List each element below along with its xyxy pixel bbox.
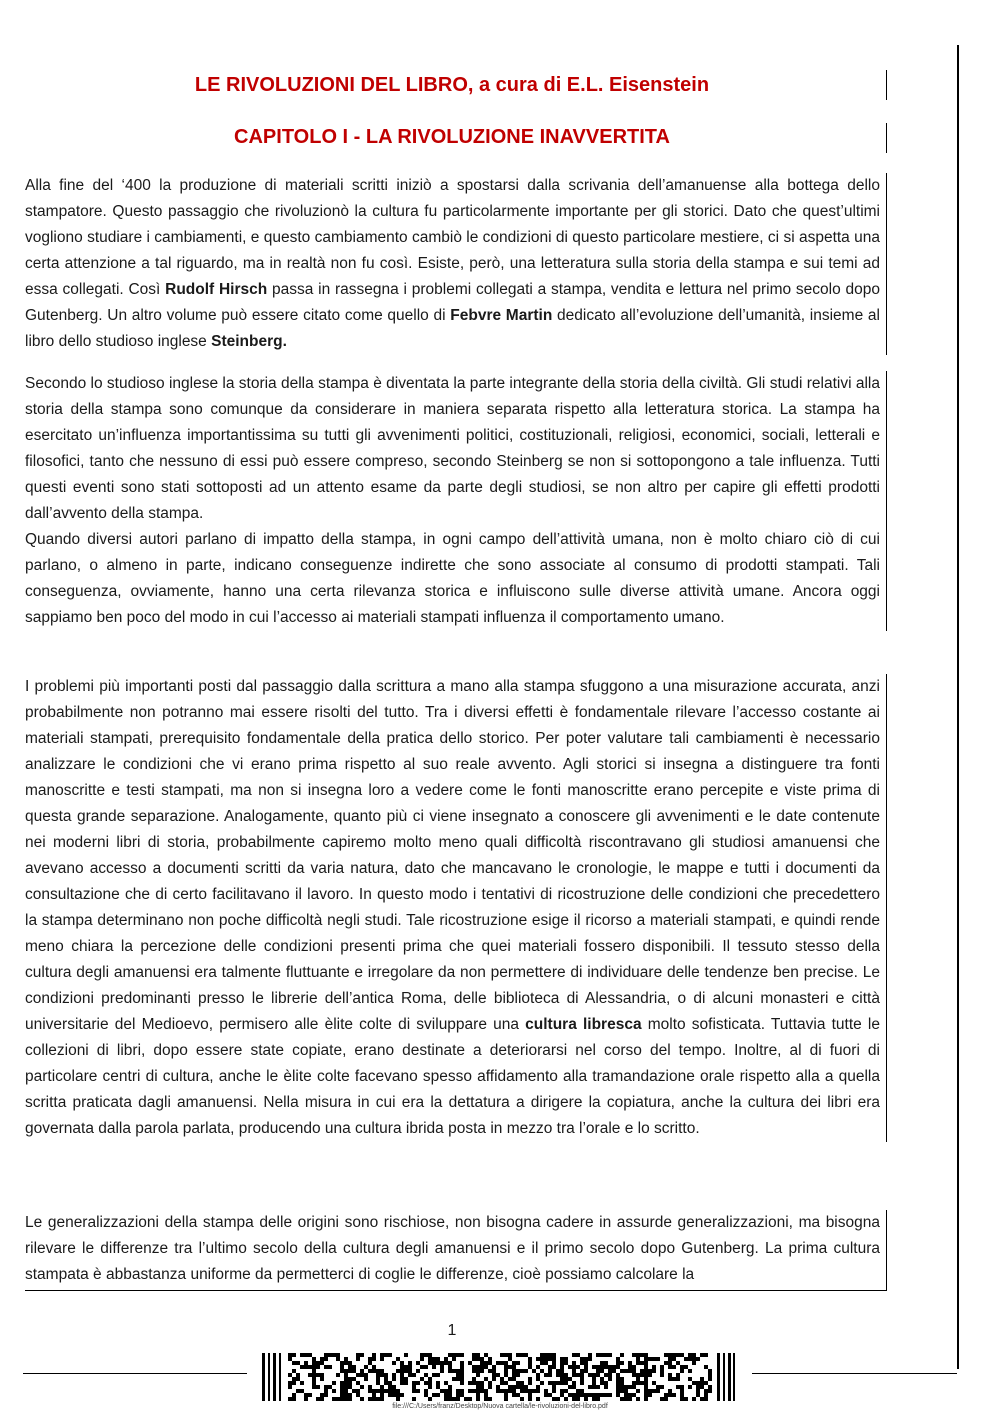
footer-rule-left [23,1373,247,1374]
paragraph-text: passa in rassegna i problemi collegati a stampa, vendita e lettura nel primo secolo dopo Gutenberg. Un altro volume può essere citato come quello di [25,281,880,324]
bold-name-febvre-martin: Febvre Martin [450,307,553,324]
bold-name-steinberg: Steinberg. [211,333,287,350]
paragraph-text: molto sofisticata. Tuttavia tutte le collezioni di libri, dopo essere state copiate, erano destinate a deteriorarsi nel corso del tempo. Inoltre, al di fuori di particolare centri di cultura, anche le èlite colte facevano spesso affidamento alla tramandazione orale rispetto alla a quella scritta praticata dagli amanuensi. Nella misura in cui era la dettatura a dirigere la copiatura, anche la cultura dei libri era governata dalla parola parlata, producendo una cultura ibrida posta in mezzo tra l’orale e lo scritto. [25,1016,880,1137]
page-number: 1 [447,1322,457,1339]
barcode-icon [262,1353,736,1401]
file-path: file:///C:/Users/franz/Desktop/Nuova cartella/le-rivoluzioni-del-libro.pdf [392,1403,608,1410]
paragraph-4 [25,1210,887,1291]
paragraph-text: Le generalizzazioni della stampa delle origini sono rischiose, non bisogna cadere in assurde generalizzazioni, ma bisogna rilevare le differenze tra l’ultimo secolo della cultura degli amanuensi e il primo secolo dopo Gutenberg. La prima cultura stampata è abbastanza uniforme da permetterci di coglie le differenze, cioè possiamo calcolare la [25,1214,880,1283]
paragraph-text: Secondo lo studioso inglese la storia della stampa è diventata la parte integrante della storia della civiltà. Gli studi relativi alla storia della stampa sono comunque da considerare in maniera separata rispetto alla letteratura storica. La stampa ha esercitato un’influenza importantissima su tutti gli avvenimenti politici, costituzionali, religiosi, economici, sociali, letterali e filosofici, tanto che nessuno di essi può essere compreso, secondo Steinberg se non si sottopongono a tale influenza. Tutti questi eventi sono stati sottoposti ad un attento esame da parte degli studiosi, se non altro per capire gli effetti prodotti dall’avvento della stampa. [25,375,880,522]
document-title: LE RIVOLUZIONI DEL LIBRO, a cura di E.L. Eisenstein [194,74,710,96]
paragraph-text: dedicato all’evoluzione dell’umanità, insieme al libro dello studioso inglese [25,307,880,350]
bold-term-cultura-libresca: cultura libresca [525,1016,642,1033]
page-right-rule [957,45,959,1369]
paragraph-text: Quando diversi autori parlano di impatto della stampa, in ogni campo dell’attività umana, non è molto chiaro ciò di cui parlano, o almeno in parte, indicano conseguenze indirette che sono associate al consumo di prodotti stampati. Tali conseguenza, ovviamente, hanno una certa rilevanza storica e influiscono sulle diverse attività umane. Ancora oggi sappiamo ben poco del modo in cui l’accesso ai materiali stampati influenza il comportamento umano. [25,531,880,626]
footer-rule-right [752,1373,957,1374]
paragraph-1 [25,173,887,355]
paragraph-2 [25,371,887,631]
paragraph-text: I problemi più importanti posti dal passaggio dalla scrittura a mano alla stampa sfuggono a una misurazione accurata, anzi probabilmente non potranno mai essere risolti del tutto. Tra i diversi effetti è fondamentale rilevare l’accesso costante ai materiali stampati, prerequisito fondamentale della pratica dello storico. Per poter valutare tali cambiamenti è necessario analizzare le condizioni che vi erano prima rispetto al suo reale avvento. Agli storici si insegna a distinguere tra fonti manoscritte e testi stampati, ma non si insegna loro a vedere come le fonti manoscritte erano percepite e viste prima di questa grande separazione. Analogamente, quanto più ci viene insegnato a conoscere gli avvenimenti e le date contenute nei moderni libri di storia, probabilmente capiremo molto meno quali difficoltà riscontravano gli studiosi amanuensi che avevano accesso a documenti scritti da varia natura, dato che mancavano le cronologie, le mappe e tutti i documenti da consultazione che di certo facilitavano il lavoro. In questo modo i tentativi di ricostruzione delle condizioni che precedettero la stampa determinano non poche difficoltà negli studi. Tale ricostruzione esige il ricorso a materiali stampati, e quindi rende meno chiara la percezione delle condizioni presenti prima che quei materiali fossero disponibili. Il tessuto stesso della cultura degli amanuensi era talmente fluttuante e irregolare da non permettere di individuare delle tendenze ben precise. Le condizioni predominanti presso le librerie dell’antica Roma, delle biblioteca di Alessandria, o di alcuni monasteri e città universitarie del Medioevo, permisero alle èlite colte di sviluppare una [25,678,880,1033]
paragraph-3 [25,674,887,1142]
bold-name-rudolf-hirsch: Rudolf Hirsch [165,281,268,298]
paragraph-text: Alla fine del ‘400 la produzione di materiali scritti iniziò a spostarsi dalla scrivania dell’amanuense alla bottega dello stampatore. Questo passaggio che rivoluzionò la cultura fu particolarmente importante per gli storici. Dato che quest’ultimi vogliono studiare i cambiamenti, e questo cambiamento cambiò le condizioni di questo particolare mestiere, ci si aspetta una certa attenzione a tal riguardo, ma in realtà non fu così. Esiste, però, una letteratura sulla storia della stampa e sui temi ad essa collegati. Così [25,177,880,298]
chapter-heading: CAPITOLO I - LA RIVOLUZIONE INAVVERTITA [234,126,670,148]
